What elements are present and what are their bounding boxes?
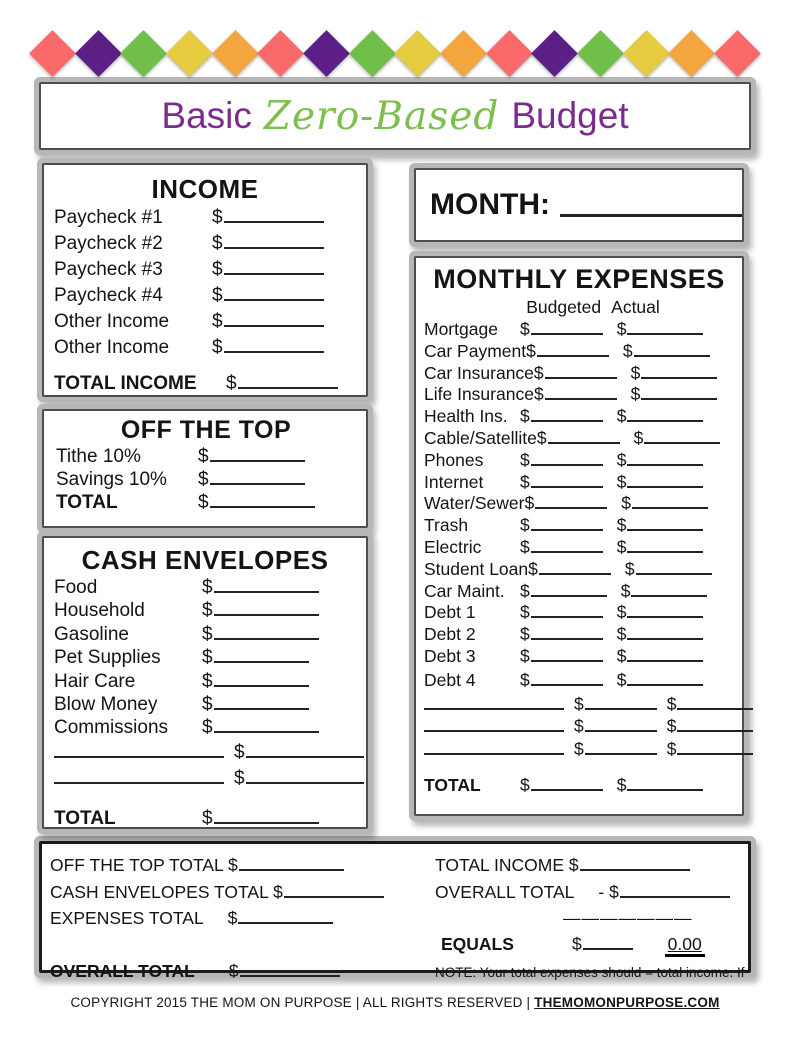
title-script: Zero-Based: [263, 93, 500, 139]
dollar-sign: $: [234, 767, 245, 789]
expense-row: [424, 493, 734, 515]
expense-row: [424, 450, 734, 472]
actual-blank: [634, 342, 710, 357]
dollar-sign: $: [616, 669, 627, 690]
dollar-sign: $: [574, 693, 584, 714]
dollar-sign: $: [520, 406, 530, 427]
minus-sign: -: [598, 881, 605, 902]
fill-in-blank: [238, 372, 338, 389]
income-row: [54, 283, 356, 309]
expense-row: [424, 384, 734, 406]
dollar-sign: $: [273, 881, 283, 902]
actual-blank: [627, 671, 703, 686]
dollar-sign: $: [202, 600, 213, 622]
expense-label: Debt 2: [424, 624, 476, 645]
summary-row: [50, 959, 745, 985]
budgeted-blank: [531, 582, 607, 597]
actual-blank: [644, 429, 720, 444]
actual-blank: [627, 407, 703, 422]
dollar-sign: $: [520, 515, 530, 536]
budgeted-blank: [531, 625, 603, 640]
fill-in-blank: [284, 883, 384, 898]
cash-total-row: [54, 806, 356, 832]
dollar-sign: $: [212, 285, 223, 306]
income-row: [54, 231, 356, 257]
expense-label: Mortgage: [424, 319, 498, 339]
custom-name-blank: [54, 767, 224, 784]
dollar-sign: $: [616, 319, 627, 339]
summary-section: [39, 841, 751, 981]
dollar-sign: $: [630, 384, 641, 405]
off-the-top-heading: OFF THE TOP: [120, 416, 292, 444]
actual-blank: [641, 364, 717, 379]
dollar-sign: $: [616, 775, 627, 796]
dollar-sign: $: [520, 602, 530, 623]
actual-blank: [627, 776, 703, 791]
cash-envelopes-heading: CASH ENVELOPES: [81, 545, 329, 575]
expense-label: Life Insurance: [424, 384, 534, 405]
diamond-icon: [303, 30, 350, 77]
right-column: [414, 163, 744, 829]
dollar-sign: $: [571, 933, 582, 954]
main-columns: [0, 150, 790, 829]
budgeted-blank: [531, 407, 603, 422]
budgeted-blank: [531, 538, 603, 553]
dollar-sign: $: [616, 624, 627, 645]
income-total-label: TOTAL INCOME: [54, 373, 197, 394]
off-the-top-total-label: OFF THE TOP TOTAL: [50, 855, 224, 875]
cash-row: [54, 646, 356, 669]
expense-label: Car Insurance: [424, 362, 534, 383]
fill-in-blank: [224, 310, 324, 327]
fill-in-blank: [214, 646, 309, 663]
fill-in-blank: [214, 670, 309, 687]
income-section: [42, 163, 368, 397]
budgeted-blank: [531, 320, 603, 335]
dollar-sign: $: [533, 362, 544, 383]
expense-custom-row: [424, 693, 734, 716]
cash-label: Blow Money: [54, 694, 158, 716]
fill-in-blank: [214, 576, 319, 593]
dollar-sign: $: [624, 558, 635, 579]
actual-blank: [627, 625, 703, 640]
expense-row: [424, 559, 734, 581]
dollar-sign: $: [526, 340, 536, 361]
fill-in-blank: [224, 232, 324, 249]
income-label: Other Income: [54, 311, 170, 332]
custom-name-blank: [54, 741, 224, 758]
dollar-sign: $: [198, 492, 209, 513]
monthly-expenses-section: [414, 256, 744, 816]
budgeted-blank: [537, 342, 609, 357]
footer: [0, 995, 790, 1010]
dollar-sign: $: [520, 624, 530, 645]
budgeted-blank: [539, 560, 611, 575]
dollar-sign: $: [228, 960, 239, 981]
dollar-sign: $: [616, 449, 627, 470]
diamond-border: [30, 30, 760, 76]
actual-blank: [627, 603, 703, 618]
cash-total-label: TOTAL: [54, 807, 116, 829]
fill-in-blank: [214, 807, 319, 824]
expense-row: [424, 624, 734, 646]
budgeted-blank: [531, 776, 603, 791]
income-label: Paycheck #3: [54, 259, 163, 280]
actual-blank: [641, 385, 717, 400]
actual-blank: [627, 538, 703, 553]
expense-label: Car Maint.: [424, 580, 505, 601]
budgeted-blank: [545, 364, 617, 379]
dollar-sign: $: [202, 694, 213, 716]
off-the-top-label: Savings 10%: [56, 469, 167, 490]
dollar-sign: $: [202, 647, 213, 669]
dollar-sign: $: [528, 558, 538, 579]
dollar-sign: $: [536, 427, 547, 448]
actual-blank: [677, 717, 753, 732]
dollar-sign: $: [574, 716, 584, 737]
budgeted-blank: [585, 740, 657, 755]
dollar-sign: $: [520, 449, 530, 470]
fill-in-blank: [224, 336, 324, 353]
fill-in-blank: [210, 445, 305, 462]
expense-row: [424, 646, 734, 668]
actual-blank: [627, 320, 703, 335]
budgeted-blank: [531, 473, 603, 488]
dollar-sign: $: [616, 471, 627, 492]
cash-label: Pet Supplies: [54, 647, 161, 669]
dollar-sign: $: [633, 427, 644, 448]
month-blank: [560, 194, 742, 217]
month-section: [414, 168, 744, 242]
fill-in-blank: [238, 909, 333, 924]
dollar-sign: $: [212, 259, 223, 280]
dollar-sign: $: [616, 645, 627, 666]
overall-total-label: OVERALL TOTAL: [50, 960, 195, 981]
cash-row: [54, 670, 356, 693]
title-banner: [39, 82, 751, 150]
expense-row: [424, 472, 734, 494]
actual-blank: [627, 516, 703, 531]
dollar-sign: $: [616, 515, 627, 536]
dollar-sign: $: [226, 373, 237, 394]
dollar-sign: $: [202, 807, 213, 829]
expense-label: Water/Sewer: [424, 493, 525, 514]
actual-blank: [627, 473, 703, 488]
expense-label: Car Payment: [424, 340, 527, 361]
diamond-icon: [349, 30, 396, 77]
fill-in-blank: [583, 935, 633, 950]
expense-total-row: [424, 772, 734, 798]
dollar-sign: $: [568, 855, 579, 875]
dollar-sign: $: [616, 602, 627, 623]
cash-row: [54, 693, 356, 716]
copyright-text: COPYRIGHT 2015 THE MOM ON PURPOSE | ALL RIGHTS RESERVED |: [70, 995, 535, 1010]
expense-label: Trash: [424, 515, 469, 536]
dollar-sign: $: [520, 669, 530, 690]
diamond-icon: [212, 30, 259, 77]
actual-blank: [627, 647, 703, 662]
dollar-sign: $: [520, 775, 530, 796]
dollar-sign: $: [666, 693, 677, 714]
expense-label: Electric: [424, 536, 482, 557]
actual-blank: [677, 695, 753, 710]
expense-row: [424, 341, 734, 363]
expense-label: Student Loan: [424, 558, 529, 579]
diamond-icon: [668, 30, 715, 77]
custom-name-blank: [424, 695, 564, 710]
income-label: Paycheck #2: [54, 233, 163, 254]
fill-in-blank: [210, 468, 305, 485]
summary-row: [50, 932, 738, 957]
dollar-sign: $: [622, 340, 633, 361]
dollar-sign: $: [520, 471, 530, 492]
dollar-sign: $: [616, 536, 627, 557]
budgeted-blank: [531, 516, 603, 531]
income-row: [54, 257, 356, 283]
cash-label: Hair Care: [54, 670, 136, 692]
dollar-sign: $: [198, 469, 209, 490]
income-row: [54, 335, 356, 361]
budgeted-blank: [531, 671, 603, 686]
expense-row: [424, 581, 734, 603]
dollar-sign: $: [202, 670, 213, 692]
off-the-top-row: [56, 468, 356, 491]
diamond-icon: [486, 30, 533, 77]
expense-label: Cable/Satellite: [424, 427, 537, 448]
budgeted-blank: [548, 429, 620, 444]
summary-row: [50, 905, 738, 932]
budgeted-blank: [585, 695, 657, 710]
equals-label: EQUALS: [441, 933, 514, 954]
dollar-sign: $: [666, 716, 677, 737]
dollar-sign: $: [212, 337, 223, 358]
cash-row: [54, 576, 356, 599]
dollar-sign: $: [616, 406, 627, 427]
dollar-sign: $: [520, 580, 530, 601]
fill-in-blank: [224, 284, 324, 301]
expense-row: [424, 319, 734, 341]
fill-in-blank: [214, 623, 319, 640]
title-budget: Budget: [511, 95, 629, 136]
diamond-icon: [623, 30, 670, 77]
income-label: Paycheck #4: [54, 285, 163, 306]
expense-row: [424, 428, 734, 450]
subtraction-line: ———————: [563, 908, 693, 928]
off-the-top-total-row: [56, 491, 356, 514]
title-basic: Basic: [161, 95, 252, 136]
fill-in-blank: [246, 767, 364, 784]
expense-column-headers: [424, 295, 734, 319]
dollar-sign: $: [666, 738, 677, 759]
off-the-top-section: [42, 409, 368, 528]
custom-name-blank: [424, 740, 564, 755]
dollar-sign: $: [524, 493, 535, 514]
off-the-top-label: Tithe 10%: [56, 446, 141, 467]
actual-blank: [636, 560, 712, 575]
fill-in-blank: [214, 716, 319, 733]
dollar-sign: $: [621, 493, 631, 514]
dollar-sign: $: [520, 319, 530, 339]
cash-label: Commissions: [54, 717, 169, 739]
cash-envelopes-section: [42, 536, 368, 829]
diamond-icon: [440, 30, 487, 77]
diamond-icon: [577, 30, 624, 77]
dollar-sign: $: [234, 741, 245, 763]
fill-in-blank: [620, 883, 730, 898]
dollar-sign: $: [202, 717, 213, 739]
expense-row: [424, 406, 734, 428]
diamond-icon: [75, 30, 122, 77]
footer-link[interactable]: THEMOMONPURPOSE.COM: [534, 995, 720, 1010]
income-row: [54, 205, 356, 231]
income-heading: INCOME: [151, 174, 259, 204]
fill-in-blank: [224, 206, 324, 223]
diamond-icon: [531, 30, 578, 77]
dollar-sign: $: [520, 645, 530, 666]
diamond-icon: [29, 30, 76, 77]
cash-label: Household: [54, 600, 145, 622]
fill-in-blank: [214, 693, 309, 710]
diamond-icon: [257, 30, 304, 77]
dollar-sign: $: [212, 311, 223, 332]
budgeted-blank: [531, 647, 603, 662]
actual-column-header: Actual: [611, 297, 660, 317]
off-the-top-row: [56, 445, 356, 468]
cash-custom-row: [54, 740, 356, 766]
fill-in-blank: [239, 856, 344, 871]
note-text: NOTE: Your total expenses should = total income. If: [435, 964, 745, 980]
diamond-icon: [714, 30, 761, 77]
dollar-sign: $: [609, 881, 619, 902]
expense-total-label: TOTAL: [424, 775, 481, 796]
budgeted-blank: [535, 494, 607, 509]
income-label: Other Income: [54, 337, 170, 358]
income-row: [54, 309, 356, 335]
dollar-sign: $: [630, 362, 641, 383]
month-label: MONTH:: [430, 188, 550, 221]
expense-custom-row: [424, 715, 734, 738]
diamond-icon: [166, 30, 213, 77]
total-income-label: TOTAL INCOME: [435, 855, 564, 875]
actual-blank: [632, 494, 708, 509]
left-column: [42, 163, 368, 829]
budgeted-blank: [531, 451, 603, 466]
diamond-icon: [120, 30, 167, 77]
budgeted-blank: [531, 603, 603, 618]
monthly-expenses-heading: MONTHLY EXPENSES: [433, 264, 725, 294]
expense-label: Debt 3: [424, 645, 476, 666]
dollar-sign: $: [202, 577, 213, 598]
cash-row: [54, 623, 356, 646]
dollar-sign: $: [202, 623, 213, 645]
summary-row: [50, 852, 738, 879]
cash-row: [54, 716, 356, 739]
overall-total-right-label: OVERALL TOTAL: [435, 881, 575, 902]
expenses-total-label: EXPENSES TOTAL: [50, 908, 204, 928]
dollar-sign: $: [520, 536, 530, 557]
dollar-sign: $: [212, 233, 223, 254]
off-the-top-total-label: TOTAL: [56, 492, 118, 513]
actual-blank: [627, 451, 703, 466]
budgeted-blank: [585, 717, 657, 732]
cash-envelopes-total-label: CASH ENVELOPES TOTAL: [50, 881, 269, 902]
budgeted-blank: [545, 385, 617, 400]
equals-value: 0.00: [665, 934, 705, 957]
fill-in-blank: [580, 856, 690, 871]
expense-row: [424, 668, 734, 693]
income-label: Paycheck #1: [54, 207, 163, 228]
actual-blank: [677, 740, 753, 755]
fill-in-blank: [240, 962, 340, 977]
dollar-sign: $: [227, 908, 238, 928]
dollar-sign: $: [533, 384, 544, 405]
dollar-sign: $: [620, 580, 631, 601]
dollar-sign: $: [212, 207, 223, 228]
dollar-sign: $: [198, 446, 209, 467]
income-total-row: [54, 371, 356, 397]
fill-in-blank: [210, 491, 315, 508]
expense-label: Debt 1: [424, 602, 476, 623]
cash-label: Food: [54, 577, 98, 598]
diamond-icon: [394, 30, 441, 77]
summary-row: [50, 879, 738, 906]
expense-custom-row: [424, 738, 734, 761]
expense-label: Internet: [424, 471, 484, 492]
expense-row: [424, 537, 734, 559]
expense-row: [424, 515, 734, 537]
dollar-sign: $: [227, 855, 238, 875]
expense-label: Health Ins.: [424, 406, 508, 427]
cash-row: [54, 599, 356, 622]
cash-label: Gasoline: [54, 623, 129, 645]
cash-custom-row: [54, 766, 356, 792]
dollar-sign: $: [574, 738, 584, 759]
expense-label: Phones: [424, 449, 484, 470]
actual-blank: [631, 582, 707, 597]
expense-label: Debt 4: [424, 669, 476, 690]
expense-row: [424, 602, 734, 624]
fill-in-blank: [214, 599, 319, 616]
custom-name-blank: [424, 717, 564, 732]
fill-in-blank: [224, 258, 324, 275]
fill-in-blank: [246, 741, 364, 758]
expense-row: [424, 363, 734, 385]
budgeted-column-header: Budgeted: [526, 297, 602, 317]
